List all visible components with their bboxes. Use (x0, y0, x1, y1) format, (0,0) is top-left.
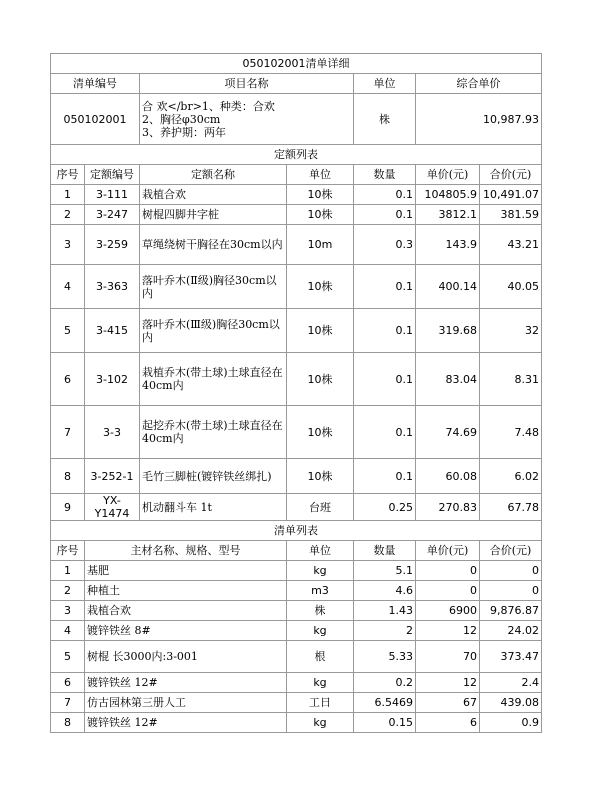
materials-row-qty: 4.6 (354, 581, 416, 601)
materials-row-total: 0 (480, 581, 542, 601)
materials-row-no: 6 (51, 673, 85, 693)
quota-row-price: 319.68 (416, 309, 480, 353)
quota-col-code: 定额编号 (85, 165, 140, 185)
materials-row-price: 12 (416, 673, 480, 693)
quota-row-no: 4 (51, 265, 85, 309)
quota-row-code: 3-247 (85, 205, 140, 225)
materials-row-price: 12 (416, 621, 480, 641)
materials-row-unit: kg (287, 713, 354, 733)
quota-row-qty: 0.1 (354, 459, 416, 494)
quota-row-price: 143.9 (416, 225, 480, 265)
materials-row-name: 仿古园林第三册人工 (85, 693, 287, 713)
bill-detail-table (50, 53, 542, 733)
materials-row-qty: 1.43 (354, 601, 416, 621)
quota-row-code: YX-Y1474 (85, 494, 140, 521)
quota-row-name: 树棍四脚井字桩 (140, 205, 287, 225)
quota-col-no: 序号 (51, 165, 85, 185)
quota-row-price: 60.08 (416, 459, 480, 494)
quota-row-code: 3-3 (85, 406, 140, 459)
materials-row-name: 基肥 (85, 561, 287, 581)
materials-row-no: 4 (51, 621, 85, 641)
materials-header-row (51, 541, 542, 561)
bill-item-row (51, 94, 542, 145)
description-line-1: 合 欢</br>1、种类：合欢 (142, 99, 275, 113)
materials-row (51, 601, 542, 621)
materials-section-row (51, 521, 542, 541)
materials-row-no: 2 (51, 581, 85, 601)
materials-rows (51, 561, 542, 733)
materials-row (51, 673, 542, 693)
quota-row-total: 10,491.07 (480, 185, 542, 205)
materials-row-price: 0 (416, 561, 480, 581)
materials-row-unit: 株 (287, 601, 354, 621)
materials-col-price: 单价(元) (416, 541, 480, 561)
quota-row-price: 400.14 (416, 265, 480, 309)
col-header-price: 综合单价 (416, 74, 542, 94)
materials-row-no: 1 (51, 561, 85, 581)
quota-row-total: 32 (480, 309, 542, 353)
quota-rows (51, 185, 542, 521)
quota-header-row (51, 165, 542, 185)
quota-row (51, 406, 542, 459)
quota-row-code: 3-102 (85, 353, 140, 406)
materials-row-no: 5 (51, 641, 85, 673)
materials-row (51, 581, 542, 601)
materials-row-total: 439.08 (480, 693, 542, 713)
col-header-name: 项目名称 (140, 74, 354, 94)
quota-row (51, 309, 542, 353)
quota-row-price: 74.69 (416, 406, 480, 459)
quota-row-name: 栽植合欢 (140, 185, 287, 205)
quota-row-code: 3-252-1 (85, 459, 140, 494)
quota-row-qty: 0.1 (354, 309, 416, 353)
bill-price: 10,987.93 (416, 94, 542, 145)
quota-row-unit: 10株 (287, 353, 354, 406)
materials-row (51, 693, 542, 713)
quota-row-no: 9 (51, 494, 85, 521)
quota-row-price: 270.83 (416, 494, 480, 521)
materials-row-price: 70 (416, 641, 480, 673)
quota-row (51, 494, 542, 521)
quota-row-qty: 0.1 (354, 265, 416, 309)
quota-row-name: 落叶乔木(Ⅱ级)胸径30cm以内 (140, 265, 287, 309)
quota-row-no: 1 (51, 185, 85, 205)
materials-row-total: 0.9 (480, 713, 542, 733)
quota-row-qty: 0.1 (354, 205, 416, 225)
materials-row-name: 镀锌铁丝 8# (85, 621, 287, 641)
quota-row-total: 43.21 (480, 225, 542, 265)
quota-row-name: 草绳绕树干胸径在30cm以内 (140, 225, 287, 265)
materials-col-no: 序号 (51, 541, 85, 561)
quota-row (51, 225, 542, 265)
quota-row-unit: 10株 (287, 459, 354, 494)
header-columns-row (51, 74, 542, 94)
materials-row (51, 561, 542, 581)
materials-row-qty: 6.5469 (354, 693, 416, 713)
quota-row-no: 7 (51, 406, 85, 459)
description-line-3: 3、养护期：两年 (142, 125, 226, 139)
quota-row-no: 2 (51, 205, 85, 225)
quota-section-row (51, 145, 542, 165)
materials-row-no: 7 (51, 693, 85, 713)
quota-row-name: 毛竹三脚桩(镀锌铁丝绑扎) (140, 459, 287, 494)
materials-row (51, 641, 542, 673)
quota-row-name: 机动翻斗车 1t (140, 494, 287, 521)
quota-row-code: 3-363 (85, 265, 140, 309)
quota-row-unit: 10株 (287, 185, 354, 205)
quota-section-title: 定额列表 (51, 145, 542, 165)
quota-row-unit: 10m (287, 225, 354, 265)
materials-col-name: 主材名称、规格、型号 (85, 541, 287, 561)
quota-col-unit: 单位 (287, 165, 354, 185)
materials-row-price: 6 (416, 713, 480, 733)
materials-row-name: 种植土 (85, 581, 287, 601)
quota-row-qty: 0.3 (354, 225, 416, 265)
quota-col-qty: 数量 (354, 165, 416, 185)
quota-row-unit: 10株 (287, 205, 354, 225)
quota-row-qty: 0.1 (354, 185, 416, 205)
quota-row-price: 104805.9 (416, 185, 480, 205)
materials-row-qty: 0.15 (354, 713, 416, 733)
materials-row (51, 621, 542, 641)
col-header-code: 清单编号 (51, 74, 140, 94)
description-line-2: 2、胸径φ30cm (142, 112, 221, 126)
materials-row-no: 3 (51, 601, 85, 621)
materials-row-no: 8 (51, 713, 85, 733)
quota-row-no: 6 (51, 353, 85, 406)
materials-row-unit: 根 (287, 641, 354, 673)
quota-row-no: 5 (51, 309, 85, 353)
quota-row (51, 459, 542, 494)
materials-row-qty: 5.1 (354, 561, 416, 581)
materials-row-unit: kg (287, 621, 354, 641)
materials-row-qty: 2 (354, 621, 416, 641)
materials-row-total: 9,876.87 (480, 601, 542, 621)
bill-unit: 株 (354, 94, 416, 145)
quota-row (51, 185, 542, 205)
materials-col-unit: 单位 (287, 541, 354, 561)
materials-col-total: 合价(元) (480, 541, 542, 561)
quota-row-total: 6.02 (480, 459, 542, 494)
quota-row-name: 栽植乔木(带土球)土球直径在40cm内 (140, 353, 287, 406)
quota-row-code: 3-415 (85, 309, 140, 353)
quota-row-total: 67.78 (480, 494, 542, 521)
quota-row-unit: 10株 (287, 265, 354, 309)
materials-col-qty: 数量 (354, 541, 416, 561)
quota-row-unit: 10株 (287, 406, 354, 459)
title-row (51, 54, 542, 74)
materials-row-price: 0 (416, 581, 480, 601)
materials-row-price: 67 (416, 693, 480, 713)
materials-row-unit: m3 (287, 581, 354, 601)
quota-row-total: 8.31 (480, 353, 542, 406)
materials-row-unit: kg (287, 673, 354, 693)
materials-row-total: 24.02 (480, 621, 542, 641)
materials-row-unit: 工日 (287, 693, 354, 713)
quota-row (51, 353, 542, 406)
materials-section-title: 清单列表 (51, 521, 542, 541)
materials-row-total: 2.4 (480, 673, 542, 693)
quota-row (51, 265, 542, 309)
materials-row-name: 镀锌铁丝 12# (85, 713, 287, 733)
bill-item-description (140, 94, 354, 145)
quota-row-total: 7.48 (480, 406, 542, 459)
quota-col-total: 合价(元) (480, 165, 542, 185)
materials-row-name: 镀锌铁丝 12# (85, 673, 287, 693)
quota-row-code: 3-259 (85, 225, 140, 265)
materials-row-qty: 0.2 (354, 673, 416, 693)
quota-row-unit: 10株 (287, 309, 354, 353)
materials-row-qty: 5.33 (354, 641, 416, 673)
quota-col-name: 定额名称 (140, 165, 287, 185)
quota-row-price: 83.04 (416, 353, 480, 406)
quota-row-unit: 台班 (287, 494, 354, 521)
quota-row-qty: 0.1 (354, 353, 416, 406)
bill-code: 050102001 (51, 94, 140, 145)
quota-row-price: 3812.1 (416, 205, 480, 225)
col-header-unit: 单位 (354, 74, 416, 94)
materials-row-total: 0 (480, 561, 542, 581)
materials-row-name: 栽植合欢 (85, 601, 287, 621)
materials-row-unit: kg (287, 561, 354, 581)
quota-row-name: 落叶乔木(Ⅲ级)胸径30cm以内 (140, 309, 287, 353)
materials-row (51, 713, 542, 733)
materials-row-name: 树棍 长3000内:3-001 (85, 641, 287, 673)
quota-row-no: 3 (51, 225, 85, 265)
quota-row (51, 205, 542, 225)
quota-row-total: 381.59 (480, 205, 542, 225)
table-title: 050102001清单详细 (51, 54, 542, 74)
quota-row-no: 8 (51, 459, 85, 494)
quota-row-name: 起挖乔木(带土球)土球直径在40cm内 (140, 406, 287, 459)
quota-row-code: 3-111 (85, 185, 140, 205)
materials-row-price: 6900 (416, 601, 480, 621)
quota-col-price: 单价(元) (416, 165, 480, 185)
quota-row-qty: 0.1 (354, 406, 416, 459)
materials-row-total: 373.47 (480, 641, 542, 673)
quota-row-qty: 0.25 (354, 494, 416, 521)
quota-row-total: 40.05 (480, 265, 542, 309)
